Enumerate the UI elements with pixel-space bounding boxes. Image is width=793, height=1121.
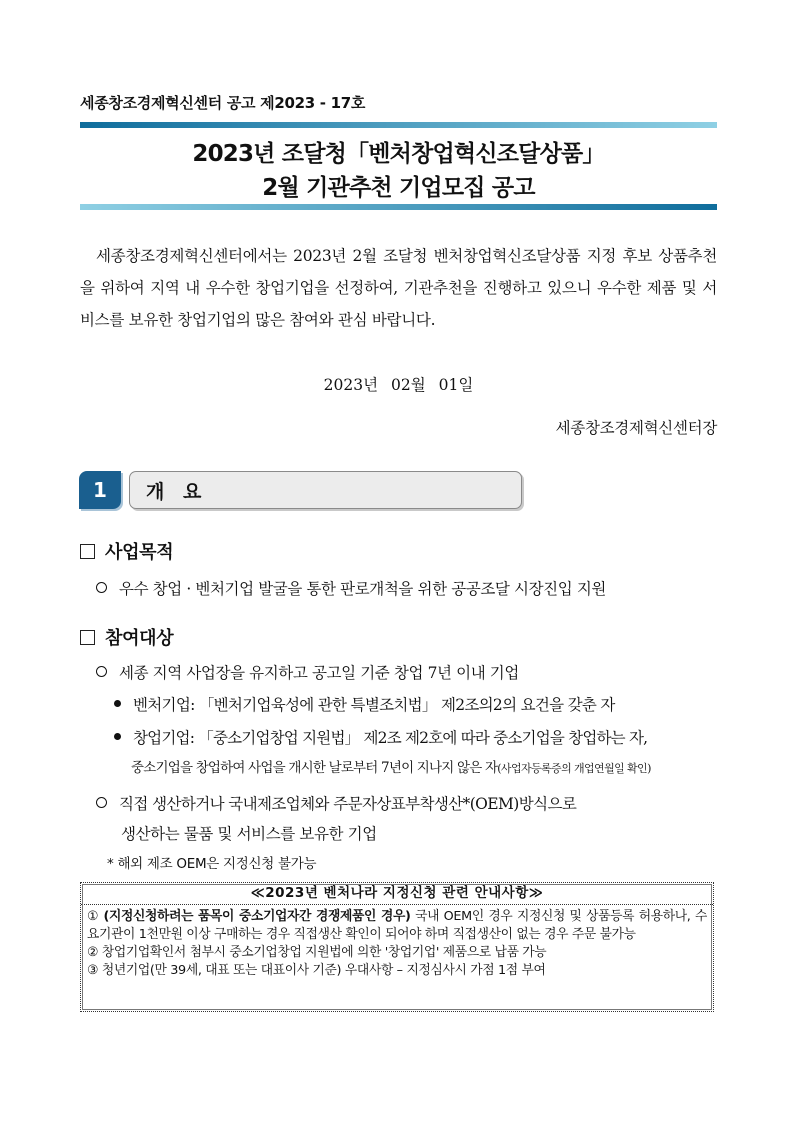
intro-paragraph: 세종창조경제혁신센터에서는 2023년 2월 조달청 벤처창업혁신조달상품 지정 후보 상품추천을 위하여 지역 내 우수한 창업기업을 선정하여, 기관추천을 진행하고 있으니 우수한 제품 및 서비스를 보유한 창업기업의 많은 참여와 관심 바랍니다.: [80, 247, 717, 329]
square-bullet-icon: [80, 630, 95, 645]
title-bar-top: [80, 122, 717, 128]
eligibility-item-1: [96, 661, 519, 683]
square-bullet-icon: [80, 544, 95, 559]
info-box-heading: ≪2023년 벤처나라 지정신청 관련 안내사항≫: [81, 883, 713, 905]
circle-bullet-icon: [96, 797, 107, 808]
purpose-item-text: 우수 창업 · 벤처기업 발굴을 통한 판로개척을 위한 공공조달 시장진입 지원: [119, 580, 606, 598]
eligibility-bullet-2-small: (사업자등록증의 개업연월일 확인): [497, 762, 651, 775]
title-bar-bottom: [80, 204, 717, 210]
info-item-1-text: 국내 OEM인 경우 지정신청 및 상품등록 허용하나, 수요기관이 1천만원 이상 구매하는 경우 직접생산 확인이 되어야 하며 직접생산이 없는 경우 주문 불가능: [87, 909, 708, 942]
notice-date: 2023년 02월 01일: [323, 376, 474, 394]
heading-eligibility: [80, 624, 173, 650]
heading-purpose: [80, 538, 173, 564]
notice-number: 세종창조경제혁신센터 공고 제2023 - 17호: [80, 94, 366, 112]
section-number: 1: [79, 471, 121, 509]
heading-purpose-label: 사업목적: [105, 542, 174, 563]
info-box-body: [81, 905, 713, 980]
info-item-1: [87, 908, 707, 944]
oem-note: * 해외 제조 OEM은 지정신청 불가능: [107, 856, 317, 872]
circle-bullet-icon: [96, 582, 107, 593]
dot-bullet-icon: [114, 700, 121, 707]
info-box: [80, 882, 714, 1012]
eligibility-bullet-1-text: 벤처기업: 「벤처기업육성에 관한 특별조치법」 제2조의2의 요건을 갖춘 자: [133, 696, 615, 714]
dot-bullet-icon: [114, 733, 121, 740]
eligibility-item-2-cont: [121, 822, 377, 844]
eligibility-bullet-2-cont: [131, 756, 651, 776]
info-item-1-bold: (지정신청하려는 품목이 중소기업자간 경쟁제품인 경우): [103, 909, 411, 924]
info-item-3: ③ 청년기업(만 39세, 대표 또는 대표이사 기준) 우대사항 – 지정심사시 가점 1점 부여: [87, 963, 546, 978]
eligibility-item-2-cont-text: 생산하는 물품 및 서비스를 보유한 기업: [121, 825, 377, 843]
eligibility-bullet-2-cont-text: 중소기업을 창업하여 사업을 개시한 날로부터 7년이 지나지 않은 자: [131, 760, 498, 776]
eligibility-item-1-text: 세종 지역 사업장을 유지하고 공고일 기준 창업 7년 이내 기업: [119, 664, 519, 682]
section-title: 개 요: [146, 480, 208, 503]
page-title-line2: 2월 기관추천 기업모집 공고: [262, 175, 535, 201]
purpose-item: [96, 577, 606, 599]
signer: 세종창조경제혁신센터장: [555, 419, 717, 437]
eligibility-bullet-2-text: 창업기업: 「중소기업창업 지원법」 제2조 제2호에 따라 중소기업을 창업하는 자,: [133, 729, 648, 747]
eligibility-item-2-text: 직접 생산하거나 국내제조업체와 주문자상표부착생산*(OEM)방식으로: [119, 795, 577, 813]
eligibility-bullet-2: [114, 726, 647, 748]
page-title-line1: 2023년 조달청「벤처창업혁신조달상품」: [192, 141, 605, 167]
section-title-box: [129, 471, 522, 509]
info-item-1-num: ①: [87, 909, 99, 924]
eligibility-item-2: [96, 792, 576, 814]
info-item-2: ② 창업기업확인서 첨부시 중소기업창업 지원법에 의한 '창업기업' 제품으로 납품 가능: [87, 945, 547, 960]
circle-bullet-icon: [96, 666, 107, 677]
heading-eligibility-label: 참여대상: [105, 628, 174, 649]
eligibility-bullet-1: [114, 693, 615, 715]
